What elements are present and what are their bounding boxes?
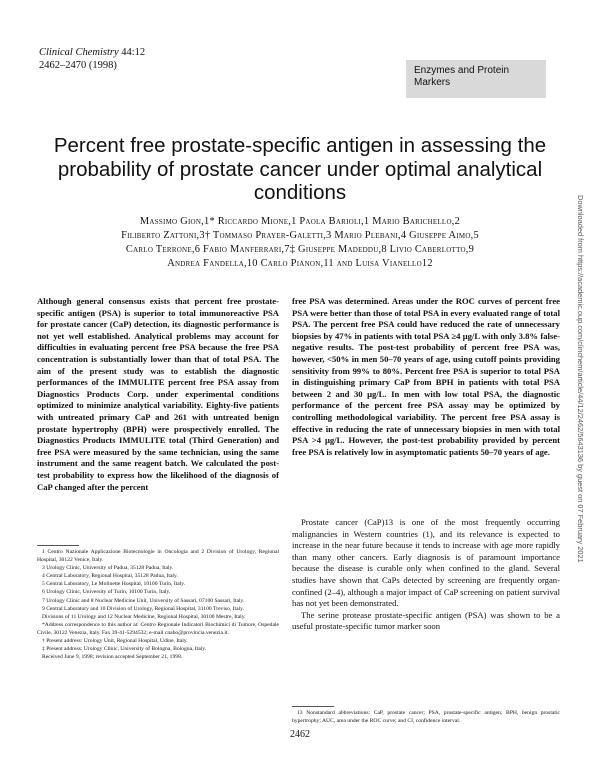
page-number: 2462 (290, 729, 310, 740)
section-label: Enzymes and Protein Markers (406, 60, 546, 98)
download-notice: Downloaded from https://academic.oup.com/clinchem/article/44/12/2462/5643136 by guest on 07 February 2021 (576, 195, 585, 563)
abstract-left: Although general consensus exists that percent free prostate-specific antigen (PSA) is superior to total immunoreactive PSA for prostate cancer (CaP) detection, its diagnostic performance is not yet well established. Analytical problems may account for difficulties in evaluating percent free PSA because the free PSA concentration is substantially lower than that of total PSA. The aim of the present study was to establish the diagnostic performances of the IMMULITE percent free PSA assay from Diagnostics Products Corp. under experimental conditions optimized to minimize analytical variability. Eighty-five patients with untreated primary CaP and 261 with untreated benign prostate hypertrophy (BPH) were prospectively enrolled. The Diagnostics Products IMMULITE total (Third Generation) and free PSA were measured by the same technician, using the same instrument and the same reagent batch. We calculated the post-test probability to express how the likelihood of the diagnosis of CaP changed after the percent (37, 296, 279, 492)
footnote: 1 Centro Nazionale Applicazione Biotecnologie in Oncologia and 2 Division of Urology, Regional Hospital, 30122 Venice, Italy. (37, 549, 279, 564)
body-paragraph: The serine protease prostate-specific antigen (PSA) was shown to be a useful prostate-specific tumor marker soon (292, 609, 560, 632)
journal-citation (39, 46, 145, 72)
footnote: Divisions of 11 Urology and 12 Nuclear Medicine, Regional Hospital, 30100 Mestre, Italy. (42, 613, 246, 620)
footnote: 3 Urology Clinic, University of Padua, 35128 Padua, Italy. (42, 565, 174, 572)
footnote: † Present address: Urology Unit, Regional Hospital, Udine, Italy. (42, 638, 188, 645)
author-line: Carlo Terrone,6 Fabio Manferrari,7‡ Giuseppe Madeddu,8 Livio Caberlotto,9 (125, 244, 475, 255)
footnote: 9 Central Laboratory and 10 Division of Urology, Regional Hospital, 31100 Treviso, Italy. (42, 605, 244, 612)
footnote: 7 Urology Clinic and 8 Nuclear Medicine Unit, University of Sassari, 07100 Sassari, Italy. (42, 597, 245, 604)
author-list (30, 215, 570, 271)
affiliation-footnotes (37, 548, 279, 661)
journal-name: Clinical Chemistry (39, 47, 119, 58)
body-text (292, 517, 560, 633)
footnote: Received June 9, 1998; revision accepted September 21, 1998. (42, 654, 183, 661)
footnote: ‡ Present address: Urology Clinic, University of Bologna, Bologna, Italy. (42, 646, 207, 653)
footnote-rule (292, 706, 334, 707)
footnote: 5 Central Laboratory, Le Molinette Hospital, 10100 Turin, Italy. (42, 581, 186, 588)
abstract-right: free PSA was determined. Areas under the ROC curves of percent free PSA were better than those of total PSA in every evaluated range of total PSA. The percent free PSA could have reduced the rate of unnecessary biopsies by 47% in patients with total PSA ≥4 μg/L with only 3.8% false-negative results. The post-test probability of percent free PSA was, however, <50% in men 50–70 years of age, using cutoff points providing sensitivity from 99% to 80%. Percent free PSA is superior to total PSA in distinguishing primary CaP from BPH in patients with total PSA between 2 and 30 μg/L. In men with low total PSA, the diagnostic performance of the percent free PSA assay may be optimized by controlling methodological variability. The percent free PSA assay is effective in reducing the rate of unnecessary biopsies in men with total PSA >4 μg/L. However, the post-test probability provided by percent free PSA is relatively low in asymptomatic patients 50–70 years of age. (292, 296, 560, 457)
footnote: *Address correspondence to this author at: Centro Regionale Indicatori Biochimici di Tumore, Ospedale Civile, 30122 Venezia, Italy. Fax 39-41-5294532; e-mail cnabo@provincia.venezia.it. (37, 621, 279, 636)
body-paragraph: Prostate cancer (CaP)13 is one of the most frequently occurring malignancies in Western countries (1), and its relevance is expected to increase in the near future because it tends to increase with age more rapidly than many other cancers. Early diagnosis is of paramount importance because the disease is curable only when confined to the gland. Several studies have shown that CaPs detected by screening are frequently organ-confined (2–4), although a major impact of CaP screening on patient survival has not yet been demonstrated. (292, 517, 560, 609)
article-title: Percent free prostate-specific antigen in assessing the probability of prostate cancer under optimal analytical conditions (53, 134, 547, 204)
pages-year: 2462–2470 (1998) (39, 60, 117, 71)
author-line: Filiberto Zattoni,3† Tommaso Prayer-Galetti,3 Mario Plebani,4 Giuseppe Aimo,5 (121, 230, 479, 241)
author-line: Massimo Gion,1* Riccardo Mione,1 Paola Barioli,1 Mario Barichello,2 (139, 216, 461, 227)
footnote: 4 Central Laboratory, Regional Hospital, 35128 Padua, Italy. (42, 573, 178, 580)
footnote-rule (37, 545, 79, 546)
volume-issue: 44:12 (121, 47, 146, 58)
abbreviations-footnote: 13 Nonstandard abbreviations: CaP, prostate cancer; PSA, prostate-specific antigen; BPH, benign prostatic hypertrophy; AUC, area under the ROC curve; and CI, confidence interval. (292, 710, 560, 725)
footnote: 6 Urology Clinic, University of Turin, 10100 Turin, Italy. (42, 589, 171, 596)
author-line: Andrea Fandella,10 Carlo Pianon,11 and Luisa Vianello12 (167, 258, 433, 269)
